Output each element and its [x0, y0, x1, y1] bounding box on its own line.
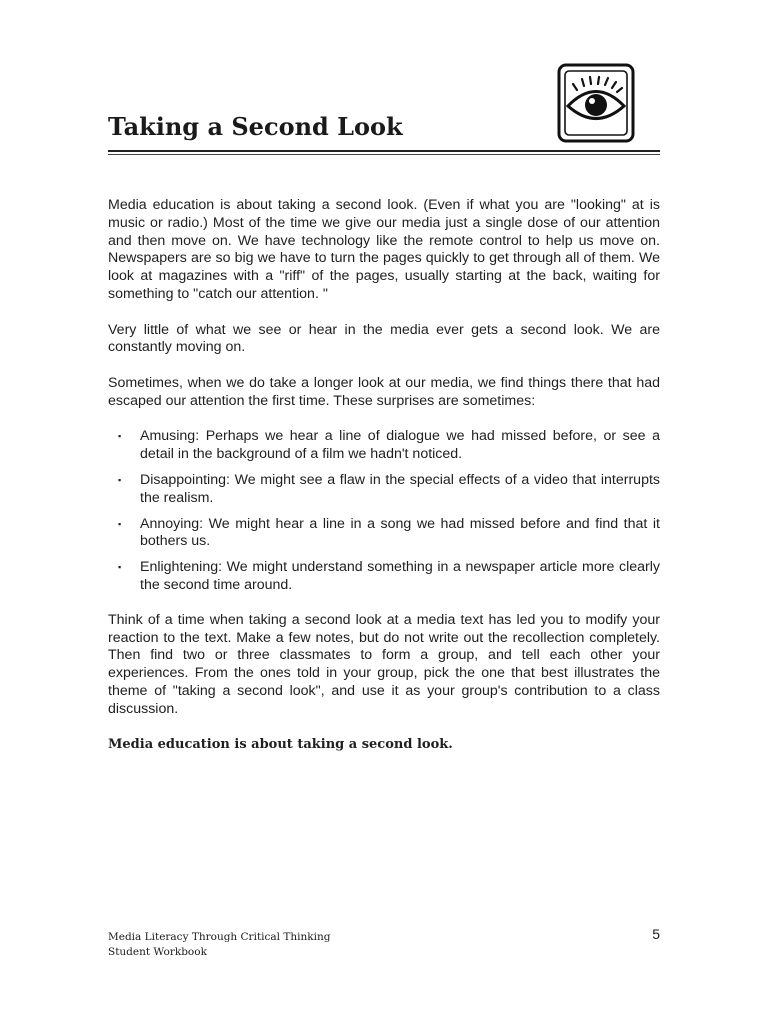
list-item-text: Annoying: We might hear a line in a song we had missed before and find that it bothers us. [140, 515, 660, 550]
list-item-text: Enlightening: We might understand something in a newspaper article more clearly the second time around. [140, 559, 660, 593]
footer-book-title: Media Literacy Through Critical Thinking [108, 931, 331, 943]
eye-icon [557, 63, 635, 143]
footer [108, 930, 330, 960]
page-body [108, 197, 660, 754]
list-item [108, 428, 660, 464]
list-item-text: Disappointing: We might see a flaw in the special effects of a video that interrupts the realism. [140, 471, 660, 506]
page-number: 5 [652, 926, 660, 942]
paragraph-activity: Think of a time when taking a second look at a media text has led you to modify your reaction to the text. Make a few notes, but do not write out the recollection completely. Then find two or three classmates to form a group, and tell each other your experiences. From the ones told in your group, pick the one that best illustrates the theme of "taking a second look", and use it as your group's contribution to a class discussion. [108, 611, 660, 717]
page-title: Taking a Second Look [108, 112, 403, 141]
paragraph-intro: Media education is about taking a second look. (Even if what you are "looking" at is music or radio.) Most of the time we give our media just a single dose of our attention and then move on. We have technology like the remote control to help us move on. Newspapers are so big we have to turn the pages quickly to get through all of them. We look at magazines with a "riff" of the pages, usually starting at the back, waiting for something to "catch our attention. " [108, 197, 660, 302]
bullet-icon: ▪ [118, 562, 122, 573]
footer-subtitle: Student Workbook [108, 946, 207, 958]
closing-statement: Media education is about taking a second look. [108, 737, 453, 753]
bullet-icon: ▪ [118, 518, 122, 529]
paragraph-second-look: Very little of what we see or hear in the media ever gets a second look. We are constantly moving on. [108, 321, 660, 356]
list-item [108, 516, 660, 552]
bullet-icon: ▪ [118, 431, 122, 442]
paragraph-surprises: Sometimes, when we do take a longer look at our media, we find things there that had escaped our attention the first time. These surprises are sometimes: [108, 374, 660, 409]
title-divider [108, 150, 660, 152]
title-divider-thin [108, 154, 660, 155]
list-item-text: Amusing: Perhaps we hear a line of dialogue we had missed before, or see a detail in the background of a film we hadn't noticed. [140, 428, 660, 463]
bullet-icon: ▪ [118, 474, 122, 485]
surprises-list [108, 428, 660, 594]
list-item [108, 559, 660, 595]
list-item [108, 472, 660, 508]
